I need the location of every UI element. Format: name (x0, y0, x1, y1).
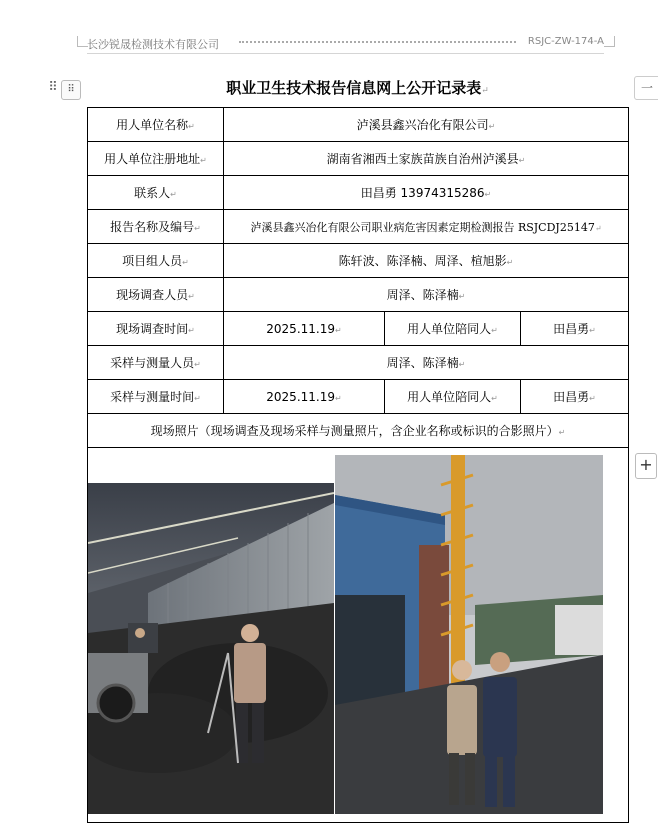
document-title (87, 77, 628, 98)
table-row (88, 448, 629, 823)
site-photo-group[interactable] (335, 455, 603, 814)
header-rule (87, 53, 604, 54)
table-row (88, 414, 629, 448)
address-value[interactable]: 湖南省湘西土家族苗族自治州泸溪县↵ (224, 142, 629, 176)
record-table (87, 107, 629, 823)
unit-name-label: 用人单位名称↵ (88, 108, 224, 142)
page-corner-right (604, 36, 615, 47)
photos-caption: 现场照片（现场调查及现场采样与测量照片，含企业名称或标识的合影照片）↵ (88, 414, 629, 448)
sampling-companion-label: 用人单位陪同人↵ (385, 380, 521, 414)
table-row (88, 278, 629, 312)
unit-name-value[interactable]: 泸溪县鑫兴冶化有限公司↵ (224, 108, 629, 142)
survey-time-value[interactable]: 2025.11.19↵ (224, 312, 385, 346)
survey-staff-label: 现场调查人员↵ (88, 278, 224, 312)
address-label: 用人单位注册地址↵ (88, 142, 224, 176)
survey-companion-value[interactable]: 田昌勇↵ (521, 312, 629, 346)
page-header (87, 35, 604, 53)
document-title-text: 职业卫生技术报告信息网上公开记录表 (226, 79, 482, 97)
contact-value[interactable]: 田昌勇 13974315286↵ (224, 176, 629, 210)
header-company: 长沙锐晟检测技术有限公司 (87, 38, 219, 51)
report-label: 报告名称及编号↵ (88, 210, 224, 244)
header-dot-leader (239, 41, 516, 43)
sampling-time-label: 采样与测量时间↵ (88, 380, 224, 414)
sampling-companion-value[interactable]: 田昌勇↵ (521, 380, 629, 414)
table-row (88, 210, 629, 244)
photos-cell (88, 448, 629, 823)
report-value[interactable]: 泸溪县鑫兴冶化有限公司职业病危害因素定期检测报告 RSJCDJ25147↵ (224, 210, 629, 244)
team-label: 项目组人员↵ (88, 244, 224, 278)
contact-label: 联系人↵ (88, 176, 224, 210)
table-row (88, 244, 629, 278)
sampling-staff-label: 采样与测量人员↵ (88, 346, 224, 380)
side-panel-tab[interactable]: 一 (634, 76, 658, 100)
table-row (88, 380, 629, 414)
table-row (88, 346, 629, 380)
table-row (88, 142, 629, 176)
table-move-handle-icon[interactable]: ⠿ (61, 80, 81, 100)
site-photo-warehouse[interactable] (88, 483, 334, 814)
drag-handle-icon[interactable]: ⠿ (48, 80, 58, 95)
team-value[interactable]: 陈轩波、陈泽楠、周泽、楦旭影↵ (224, 244, 629, 278)
add-column-button[interactable]: + (635, 453, 657, 479)
sampling-staff-value[interactable]: 周泽、陈泽楠↵ (224, 346, 629, 380)
table-row (88, 108, 629, 142)
survey-companion-label: 用人单位陪同人↵ (385, 312, 521, 346)
table-row (88, 176, 629, 210)
table-row (88, 312, 629, 346)
survey-staff-value[interactable]: 周泽、陈泽楠↵ (224, 278, 629, 312)
header-code: RSJC-ZW-174-A (527, 36, 604, 47)
sampling-time-value[interactable]: 2025.11.19↵ (224, 380, 385, 414)
paragraph-mark: ↵ (481, 86, 489, 96)
survey-time-label: 现场调查时间↵ (88, 312, 224, 346)
